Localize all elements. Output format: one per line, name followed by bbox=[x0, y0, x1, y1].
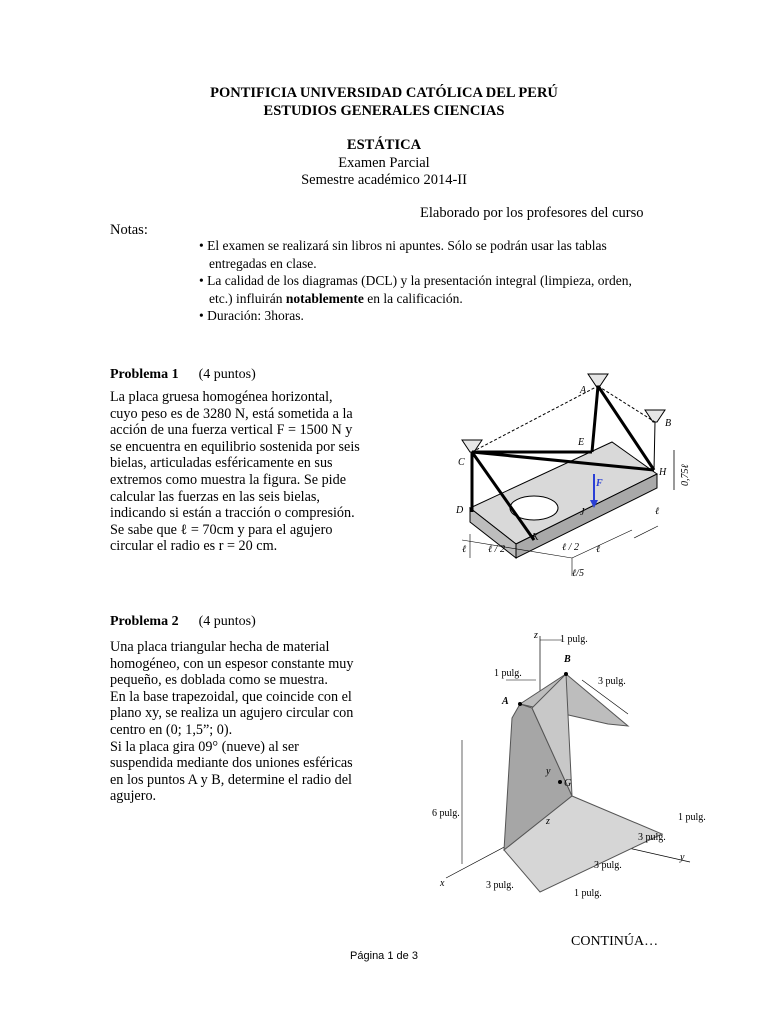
note-item-1: • El examen se realizará sin libros ni apuntes. Sólo se podrán usar las tablas entregadas en clase. bbox=[199, 238, 607, 271]
faculty-name: ESTUDIOS GENERALES CIENCIAS bbox=[263, 103, 505, 119]
point-A bbox=[518, 702, 522, 706]
label-dim-6: 3 pulg. bbox=[638, 832, 666, 843]
continue-label: CONTINÚA… bbox=[571, 934, 659, 949]
bar-AE bbox=[592, 386, 598, 452]
label-dim-9: 1 pulg. bbox=[574, 888, 602, 899]
label-dim-half-2: ℓ / 2 bbox=[562, 542, 579, 553]
point-G bbox=[558, 780, 562, 784]
dashed-AB bbox=[598, 386, 655, 422]
label-dim-l-left: ℓ bbox=[462, 544, 467, 555]
point-B bbox=[564, 672, 568, 676]
label-B2: B bbox=[564, 654, 571, 665]
problem2-figure bbox=[432, 628, 712, 910]
note-item-3: • Duración: 3horas. bbox=[199, 308, 304, 323]
label-dim-l-right: ℓ bbox=[655, 506, 660, 517]
label-z: z bbox=[534, 630, 538, 641]
label-K: K bbox=[532, 532, 539, 543]
label-F: F bbox=[596, 478, 603, 489]
label-dim-3: 3 pulg. bbox=[598, 676, 626, 687]
bar-BH bbox=[654, 422, 655, 470]
label-zbar: z bbox=[546, 816, 550, 827]
label-y: y bbox=[680, 852, 685, 863]
label-H: H bbox=[659, 467, 667, 478]
label-B: B bbox=[665, 418, 672, 429]
label-dim-height: 0,75ℓ bbox=[680, 464, 691, 486]
label-J: J bbox=[580, 507, 585, 518]
label-dim-8: 3 pulg. bbox=[486, 880, 514, 891]
bullet: • bbox=[199, 238, 204, 253]
label-C: C bbox=[458, 457, 465, 468]
support-C bbox=[462, 440, 482, 452]
label-A: A bbox=[580, 385, 587, 396]
bullet: • bbox=[199, 308, 204, 323]
label-dim-half-1: ℓ / 2 bbox=[488, 544, 505, 555]
dim-bottom-right bbox=[572, 530, 632, 558]
problem2-statement: Una placa triangular hecha de material homogéneo, con un espesor constante muy pequeño, es doblada como se muestra. En la base trapezoidal, que coincide con el plano xy, se realiza un agujero circular con centro en (0; 1,5”; 0). Si la placa gira 09° (nueve) al ser suspendida mediante dos uniones esféricas en los puntos A y B, determine el radio del agujero. bbox=[110, 639, 354, 805]
university-name: PONTIFICIA UNIVERSIDAD CATÓLICA DEL PERÚ bbox=[210, 85, 558, 101]
label-dim-5: 1 pulg. bbox=[678, 812, 706, 823]
label-dim-l-mid: ℓ bbox=[596, 544, 601, 555]
label-x: x bbox=[440, 878, 445, 889]
label-dim-fifth: ℓ/5 bbox=[572, 568, 584, 579]
support-B bbox=[645, 410, 665, 422]
dim-right-line bbox=[634, 526, 658, 538]
exam-type: Examen Parcial bbox=[338, 155, 430, 171]
label-G: G bbox=[564, 778, 572, 789]
notes-list bbox=[199, 237, 679, 325]
label-ybar: y bbox=[546, 766, 551, 777]
problem1-statement: La placa gruesa homogénea horizontal, cuyo peso es de 3280 N, está sometida a la acción de una fuerza vertical F = 1500 N y se encuentra en equilibrio sostenida por seis bielas, articuladas esféricamente en sus extremos como muestra la figura. Se pide calcular las fuerzas en las seis bielas, indicando si están a tracción o compresión. Se sabe que ℓ = 70cm y para el agujero circular el radio es r = 20 cm. bbox=[110, 389, 360, 555]
label-dim-2: 1 pulg. bbox=[494, 668, 522, 679]
problem1-heading: Problema 1 (4 puntos) bbox=[110, 367, 256, 382]
page-number: Página 1 de 3 bbox=[350, 950, 418, 962]
label-dim-7: 3 pulg. bbox=[594, 860, 622, 871]
semester: Semestre académico 2014-II bbox=[301, 172, 467, 188]
label-E: E bbox=[578, 437, 585, 448]
label-dim-4: 6 pulg. bbox=[432, 808, 460, 819]
problem2-heading: Problema 2 (4 puntos) bbox=[110, 614, 256, 629]
notes-label: Notas: bbox=[110, 222, 148, 238]
label-dim-1: 1 pulg. bbox=[560, 634, 588, 645]
support-A bbox=[588, 374, 608, 386]
bullet: • bbox=[199, 273, 204, 288]
problem1-figure bbox=[422, 362, 710, 582]
course-title: ESTÁTICA bbox=[346, 137, 422, 153]
label-D: D bbox=[456, 505, 464, 516]
note-item-2: • La calidad de los diagramas (DCL) y la presentación integral (limpieza, orden, etc.) influirán notablemente en la calificación. bbox=[199, 273, 632, 306]
label-A2: A bbox=[502, 696, 509, 707]
author-line: Elaborado por los profesores del curso bbox=[420, 205, 644, 221]
